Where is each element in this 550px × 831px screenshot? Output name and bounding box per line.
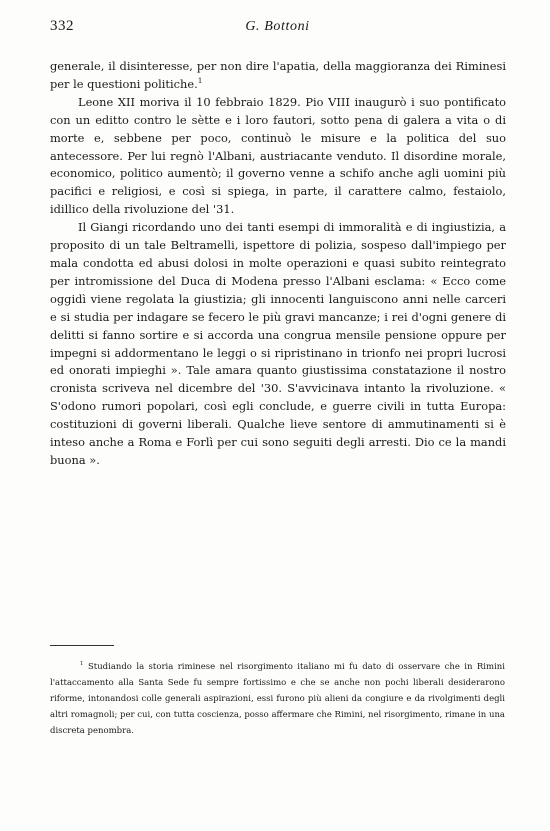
paragraph-text: Il Giangi ricordando uno dei tanti esempi di immoralità e di ingiustizia, a proposito di un tale Beltramelli, ispettore di polizia, sospeso dall'impiego per mala condotta ed abusi dolosi in molte operazioni e quasi subito reintegrato per intromissione del Duca di Modena presso l'Albani esclama: « Ecco come oggidì viene regolata la giustizia; gli innocenti languiscono anni nelle carceri e si studia per indagare se fecero le più gravi mancanze; i rei d'ogni genere di delitti si fanno sortire e si accorda una congrua mensile pensione oppure per impegni si addormentano le leggi o si ripristinano in trionfo nei propri lucrosi ed onorati impieghi ». Tale amara quanto giustissima constatazione il nostro cronista scriveva nel dicembre del '30. S'avvicinava intanto la rivoluzione. « S'odono rumori popolari, così egli conclude, e guerre civili in tutta Europa: costituzioni di governi liberali. Qualche lieve sentore di ammutinamenti si è inteso anche a Roma e Forlì per cui sono seguiti degli arresti. Dio ce la mandi buona ».	[50, 220, 506, 467]
page-header	[50, 18, 505, 40]
footnote-mark: 1	[80, 661, 84, 668]
page-number: 332	[50, 18, 74, 34]
paragraph-text: generale, il disinteresse, per non dire l'apatia, della maggioranza dei Riminesi per le questioni politiche.	[50, 59, 506, 91]
body-text	[50, 58, 506, 470]
paragraph-text: Leone XII moriva il 10 febbraio 1829. Pio VIII inaugurò i suo pontificato con un editto contro le sètte e i loro fautori, sotto pena di galera a vita o di morte e, sebbene per poco, continuò le misure e la politica del suo antecessore. Per lui regnò l'Albani, austriacante venduto. Il disordine morale, economico, politico aumentò; il governo venne a schifo anche agli uomini più pacifici e religiosi, e così si spiega, in parte, il carattere calmo, festaiolo, idillico della rivoluzione del '31.	[50, 94, 506, 217]
footnote-text: Studiando la storia riminese nel risorgimento italiano mi fu dato di osservare che in Rimini l'attaccamento alla Santa Sede fu sempre fortissimo e che se anche non pochi liberali desiderarono riforme, intonandosi colle generali aspirazioni, essi furono più alieni da congiure e da rivolgimenti degli altri romagnoli; per cui, con tutta coscienza, posso affermare che Rimini, nel risorgimento, rimane in una discreta penombra.	[50, 662, 505, 736]
paragraph	[50, 219, 506, 470]
footnote-separator	[50, 645, 114, 646]
paragraph-continuation	[50, 58, 506, 94]
running-head: G. Bottoni	[245, 19, 310, 34]
footnote	[50, 659, 505, 739]
paragraph	[50, 94, 506, 219]
footnote-reference[interactable]: 1	[197, 76, 203, 86]
